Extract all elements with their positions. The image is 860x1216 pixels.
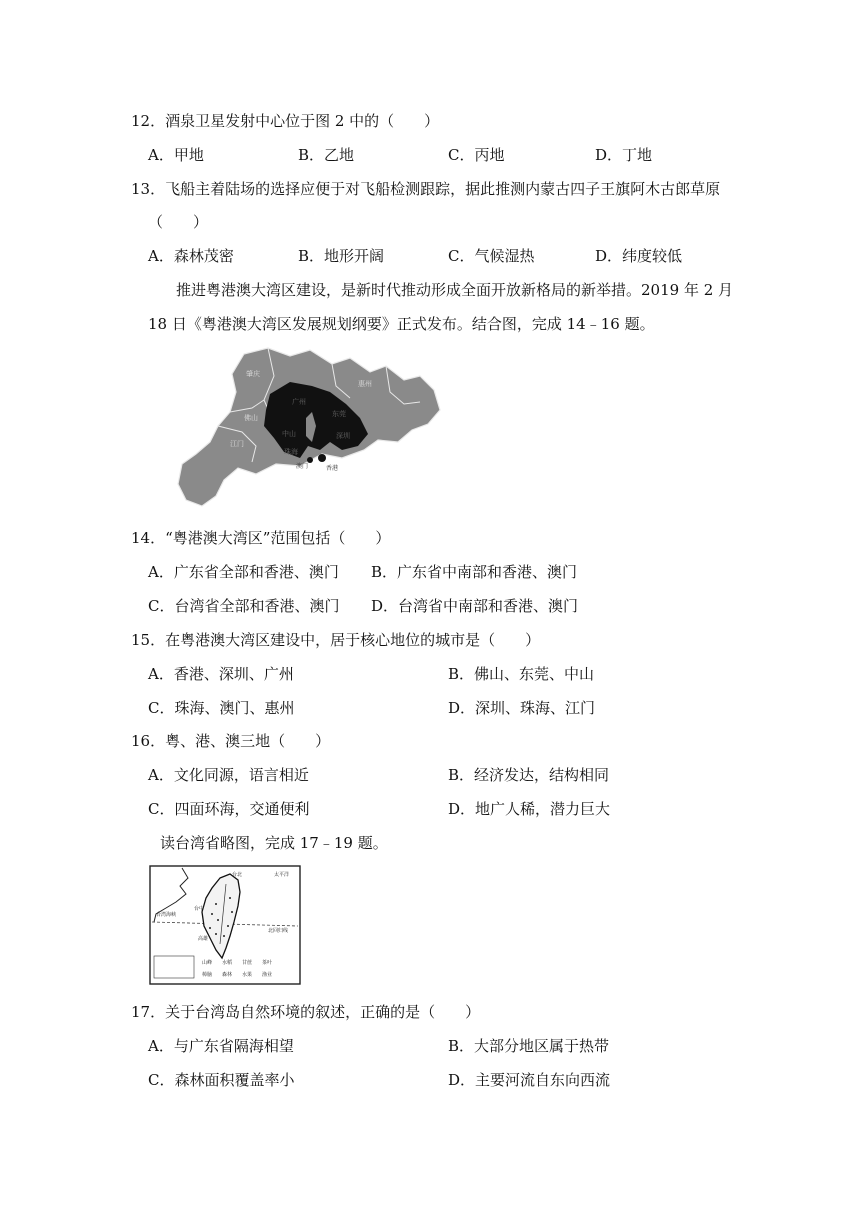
q13-option-c: C．气候湿热 [448, 247, 535, 265]
question-17-stem: 17．关于台湾岛自然环境的叙述，正确的是（ ） [131, 1003, 481, 1021]
map2-label-taiwan-strait: 台湾海峡 [156, 912, 177, 918]
map1-label-foshan: 佛山 [244, 414, 258, 422]
q12-option-a: A．甲地 [148, 146, 204, 164]
q13-option-d: D．纬度较低 [595, 247, 683, 265]
q15-option-a: A．香港、深圳、广州 [148, 665, 294, 683]
map1-label-huizhou: 惠州 [358, 380, 372, 388]
q17-option-c: C．森林面积覆盖率小 [148, 1071, 295, 1089]
question-14-stem: 14．“粤港澳大湾区”范围包括（ ） [131, 529, 391, 547]
q12-option-b: B．乙地 [298, 146, 355, 164]
q13-option-a: A．森林茂密 [148, 247, 234, 265]
map2-legend-item: 樟脑 [202, 972, 213, 978]
passage-1-line-1: 推进粤港澳大湾区建设，是新时代推动形成全面开放新格局的新举措。2019 年 2 月 [176, 281, 734, 299]
map1-label-macau: 澳门 [296, 463, 309, 470]
map2-label-kaohsiung: 高雄 [198, 936, 209, 942]
q17-option-a: A．与广东省隔海相望 [148, 1037, 294, 1055]
q16-option-d: D．地广人稀，潜力巨大 [448, 800, 611, 818]
map2-label-taipei: 台北 [232, 872, 243, 878]
map2-legend-item: 水稻 [222, 960, 233, 966]
passage-2-line-1: 读台湾省略图，完成 17﹣19 题。 [160, 834, 388, 852]
q16-option-b: B．经济发达，结构相同 [448, 766, 610, 784]
q16-option-a: A．文化同源，语言相近 [148, 766, 309, 784]
q12-option-d: D．丁地 [595, 146, 653, 164]
map1-label-jiangmen: 江门 [230, 440, 244, 448]
taiwan-sketch-map [146, 864, 304, 986]
map2-legend-item: 山峰 [202, 960, 213, 966]
map2-legend-item: 甘蔗 [242, 960, 253, 966]
map1-label-zhuhai: 珠海 [284, 448, 298, 456]
question-13-stem: 13．飞船主着陆场的选择应便于对飞船检测跟踪，据此推测内蒙古四子王旗阿木古郎草原 [131, 180, 721, 198]
q12-option-c: C．丙地 [448, 146, 505, 164]
map1-label-dongguan: 东莞 [332, 410, 346, 418]
map2-label-tropic: 北回归线 [268, 928, 289, 934]
map2-legend-item: 渔业 [262, 972, 273, 978]
question-16-stem: 16．粤、港、澳三地（ ） [131, 732, 331, 750]
passage-1-line-2: 18 日《粤港澳大湾区发展规划纲要》正式发布。结合图，完成 14﹣16 题。 [148, 315, 655, 333]
q15-option-b: B．佛山、东莞、中山 [448, 665, 595, 683]
hong-kong-marker [318, 454, 326, 462]
map2-label-taichung: 台中 [194, 906, 205, 912]
greater-bay-area-map [172, 346, 444, 512]
q13-option-b: B．地形开阔 [298, 247, 385, 265]
q14-option-c: C．台湾省全部和香港、澳门 [148, 597, 340, 615]
question-15-stem: 15．在粤港澳大湾区建设中，居于核心地位的城市是（ ） [131, 631, 541, 649]
map1-label-guangzhou: 广州 [292, 398, 306, 406]
map2-legend-item: 森林 [222, 972, 233, 978]
q17-option-d: D．主要河流自东向西流 [448, 1071, 611, 1089]
q15-option-c: C．珠海、澳门、惠州 [148, 699, 295, 717]
map1-label-zhaoqing: 肇庆 [246, 370, 260, 378]
map2-label-pacific: 太平洋 [274, 872, 290, 878]
map2-legend-item: 茶叶 [262, 960, 273, 966]
map1-label-shenzhen: 深圳 [336, 432, 350, 440]
q14-option-d: D．台湾省中南部和香港、澳门 [371, 597, 579, 615]
map1-label-hongkong: 香港 [326, 465, 339, 472]
q14-option-a: A．广东省全部和香港、澳门 [148, 563, 339, 581]
q16-option-c: C．四面环海，交通便利 [148, 800, 310, 818]
question-13-stem-cont: （ ） [148, 213, 209, 231]
map1-label-zhongshan: 中山 [282, 430, 296, 438]
map2-legend-item: 水果 [242, 972, 253, 978]
q17-option-b: B．大部分地区属于热带 [448, 1037, 610, 1055]
question-12-stem: 12．酒泉卫星发射中心位于图 2 中的（ ） [131, 112, 440, 130]
q15-option-d: D．深圳、珠海、江门 [448, 699, 596, 717]
q14-option-b: B．广东省中南部和香港、澳门 [371, 563, 578, 581]
